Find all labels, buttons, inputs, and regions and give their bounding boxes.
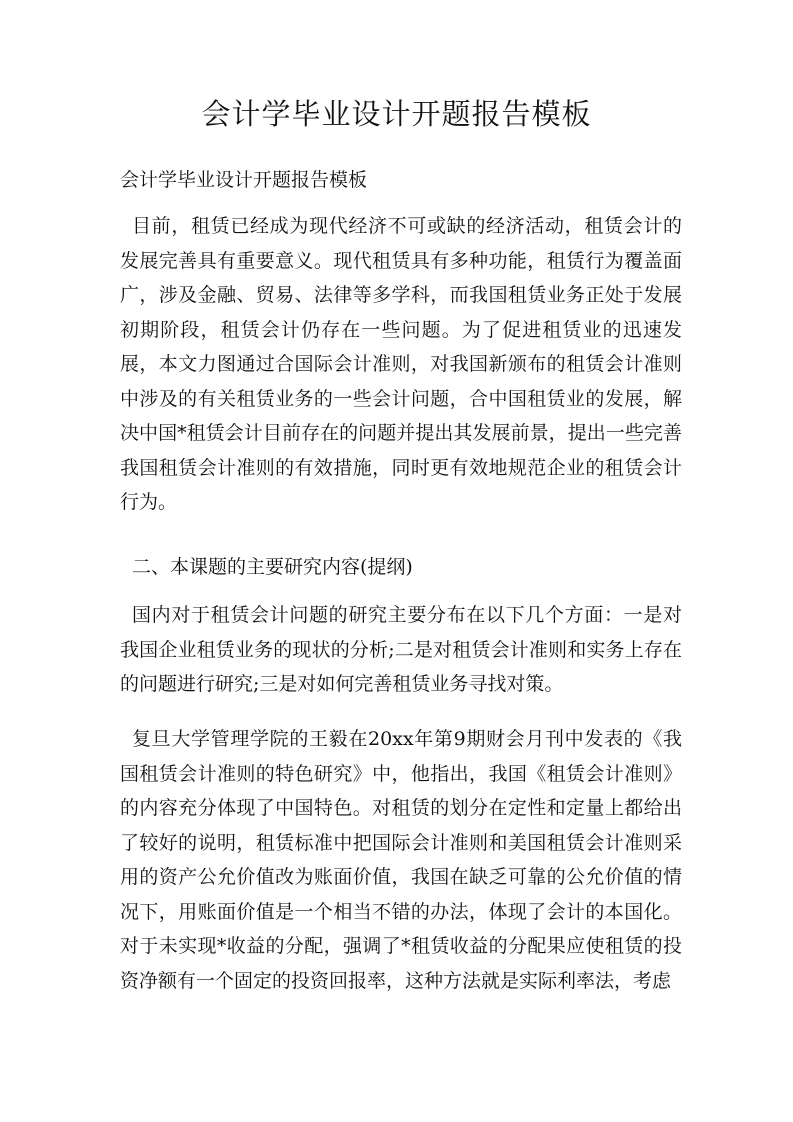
- document-title: 会计学毕业设计开题报告模板: [201, 97, 592, 131]
- paragraph-intro: 目前，租赁已经成为现代经济不可或缺的经济活动，租赁会计的发展完善具有重要意义。现代租赁具有多种功能，租赁行为覆盖面广，涉及金融、贸易、法律等多学科，而我国租赁业务正处于发展初期阶段，租赁会计仍存在一些问题。为了促进租赁业的迅速发展，本文力图通过合国际会计准则，对我国新颁布的租赁会计准则中涉及的有关租赁业务的一些会计问题，合中国租赁业的发展，解决中国*租赁会计目前存在的问题并提出其发展前景，提出一些完善我国租赁会计准则的有效措施，同时更有效地规范企业的租赁会计行为。: [120, 215, 682, 513]
- paragraph-domestic-research: 国内对于租赁会计问题的研究主要分布在以下几个方面：一是对我国企业租赁业务的现状的分析;二是对租赁会计准则和实务上存在的问题进行研究;三是对如何完善租赁业务寻找对策。: [120, 604, 682, 695]
- document-subtitle: 会计学毕业设计开题报告模板: [120, 169, 368, 191]
- section-heading-research-content: 二、本课题的主要研究内容(提纲): [132, 556, 413, 578]
- paragraph-fudan-study: 复旦大学管理学院的王毅在20xx年第9期财会月刊中发表的《我国租赁会计准则的特色研究》中，他指出，我国《租赁会计准则》的内容充分体现了中国特色。对租赁的划分在定性和定量上都给出了较好的说明，租赁标准中把国际会计准则和美国租赁会计准则采用的资产公允价值改为账面价值，我国在缺乏可靠的公允价值的情况下，用账面价值是一个相当不错的办法，体现了会计的本国化。对于未实现*收益的分配，强调了*租赁收益的分配果应使租赁的投资净额有一个固定的投资回报率，这种方法就是实际利率法，考虑: [120, 728, 682, 992]
